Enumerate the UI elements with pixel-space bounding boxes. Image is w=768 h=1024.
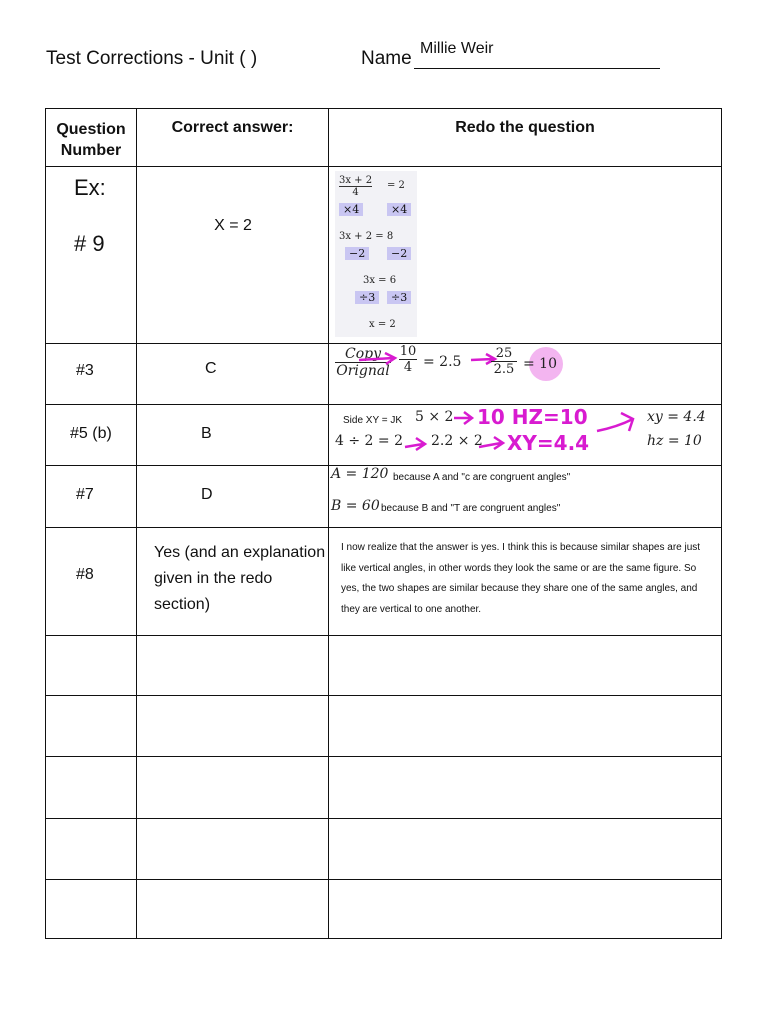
question-cell: #8 — [46, 528, 137, 636]
table-row — [46, 757, 722, 819]
redo-cell — [329, 757, 722, 819]
redo-cell — [329, 819, 722, 880]
example-label: Ex: — [74, 175, 106, 200]
redo-cell: A = 120 because A and "c are congruent angles" B = 60 because B and "T are congruent angles" — [329, 466, 722, 528]
name-label: Name — [361, 48, 412, 69]
question-cell — [46, 636, 137, 696]
question-cell: #3 — [46, 344, 137, 405]
redo-cell: Copy Orignal 10 4 = 2.5 25 2.5 = 10 — [329, 344, 722, 405]
answer-cell — [137, 880, 329, 939]
arrow-icon — [403, 435, 429, 453]
answer-text: X = 2 — [214, 217, 252, 234]
name-value: Millie Weir — [420, 40, 494, 57]
redo-cell — [329, 880, 722, 939]
header-correct-answer: Correct answer: — [137, 109, 329, 167]
redo-cell — [329, 167, 722, 344]
answer-cell: Yes (and an explanation given in the redo section) — [137, 528, 329, 636]
question-cell — [46, 696, 137, 757]
arrow-icon — [357, 352, 403, 366]
worked-solution-image: 3x + 2 4 = 2 ×4 ×4 3x + 2 = 8 −2 −2 3x = 6 ÷3 ÷3 x = 2 — [335, 171, 417, 337]
table-row — [46, 880, 722, 939]
question-cell: #7 — [46, 466, 137, 528]
table-row — [46, 405, 722, 466]
corrections-table — [45, 108, 722, 939]
explanation-text: I now realize that the answer is yes. I think this is because similar shapes are just like vertical angles, in other words they look the same or are the same figure. So yes, the two shapes are similar because they share one of the same angles, and they are vertical to one another. — [341, 542, 701, 615]
answer-cell — [137, 819, 329, 880]
answer-cell: D — [137, 466, 329, 528]
table-row — [46, 167, 722, 344]
redo-cell — [329, 528, 722, 636]
table-row — [46, 344, 722, 405]
answer-cell: C — [137, 344, 329, 405]
answer-cell — [137, 636, 329, 696]
answer-cell — [137, 757, 329, 819]
question-cell — [46, 880, 137, 939]
arrow-icon — [453, 411, 475, 425]
answer-cell: B — [137, 405, 329, 466]
header-redo: Redo the question — [329, 109, 722, 167]
name-underline — [414, 68, 660, 69]
arrow-icon — [593, 409, 639, 439]
table-row — [46, 819, 722, 880]
table-row — [46, 528, 722, 636]
table-row — [46, 466, 722, 528]
question-cell: #5 (b) — [46, 405, 137, 466]
question-cell — [46, 167, 137, 344]
redo-cell — [329, 636, 722, 696]
page-title: Test Corrections - Unit ( ) — [46, 48, 258, 69]
header-question-number: Question Number — [46, 109, 137, 167]
answer-cell — [137, 696, 329, 757]
table-row — [46, 696, 722, 757]
answer-cell — [137, 167, 329, 344]
redo-cell — [329, 696, 722, 757]
question-cell — [46, 819, 137, 880]
question-cell — [46, 757, 137, 819]
arrow-icon — [477, 435, 507, 453]
table-row — [46, 636, 722, 696]
redo-cell: Side XY = JK 5 × 2 10 HZ=10 4 ÷ 2 = 2 2.2 × 2 XY=4.4 xy = 4.4 hz = 10 — [329, 405, 722, 466]
example-number: # 9 — [74, 231, 105, 256]
header-row — [46, 109, 722, 167]
